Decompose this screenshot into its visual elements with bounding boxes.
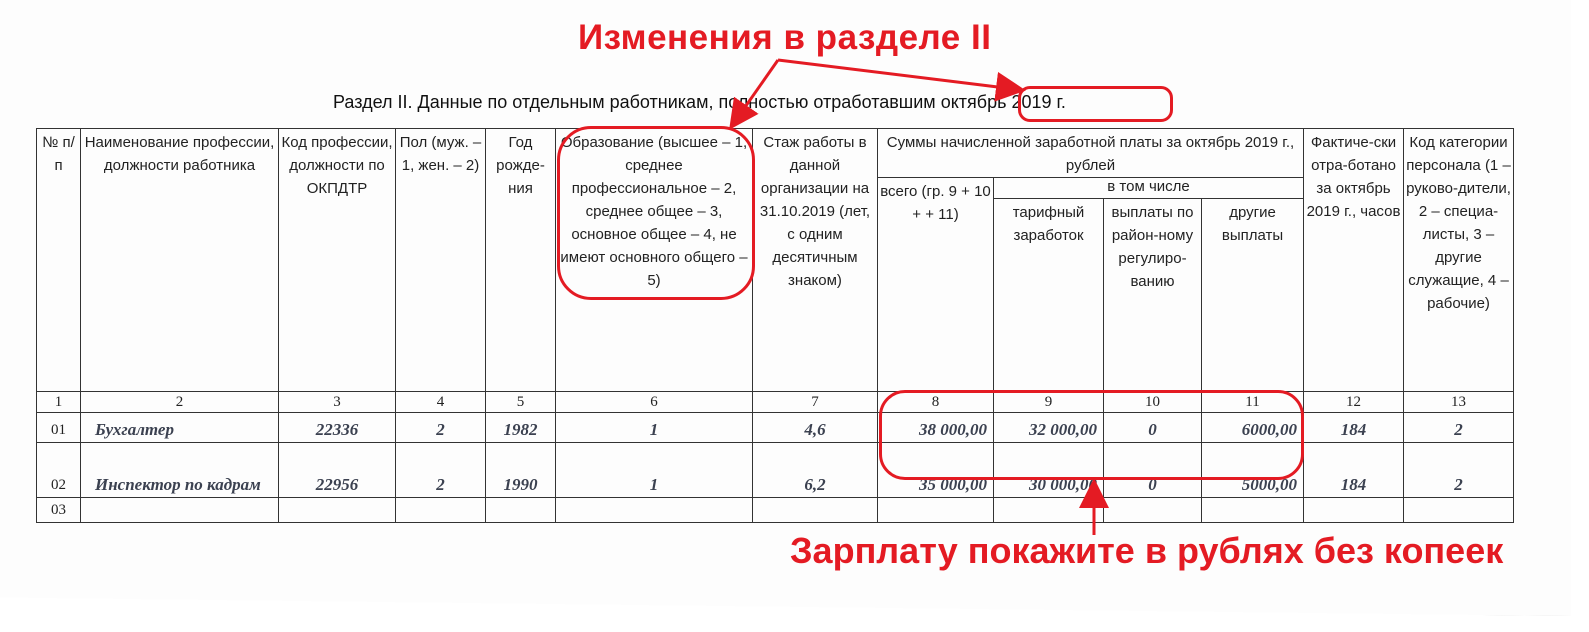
header-education: Образование (высшее – 1, среднее профессиональное – 2, среднее общее – 3, основное общее – 4, не имеют основного общего – 5) [556, 129, 753, 392]
row-position: Бухгалтер [81, 413, 279, 443]
column-number: 12 [1304, 392, 1404, 413]
column-number: 9 [994, 392, 1104, 413]
header-code: Код профессии, должности по ОКПДТР [279, 129, 396, 392]
header-tenure: Стаж работы в данной организации на 31.10.2019 (лет, с одним десятичным знаком) [753, 129, 878, 392]
section-title-text: Раздел II. Данные по отдельным работникам, полностью отработавшим [333, 92, 941, 112]
row-other: 5000,00 [1202, 443, 1304, 498]
column-number: 1 [37, 392, 81, 413]
row-category: 2 [1404, 413, 1514, 443]
arrow-to-education [736, 60, 778, 120]
row-no: 03 [37, 498, 81, 523]
row-sex: 2 [396, 413, 486, 443]
row-sex: 2 [396, 443, 486, 498]
header-no: № п/п [37, 129, 81, 392]
row-regional: 0 [1104, 443, 1202, 498]
header-year: Год рожде-ния [486, 129, 556, 392]
row-tenure: 4,6 [753, 413, 878, 443]
header-category: Код категории персонала (1 – руково-дители, 2 – специа-листы, 3 – другие служащие, 4 – рабочие) [1404, 129, 1514, 392]
row-hours: 184 [1304, 413, 1404, 443]
row-code: 22956 [279, 443, 396, 498]
row-hours: 184 [1304, 443, 1404, 498]
row-position: Инспектор по кадрам [81, 443, 279, 498]
row-year: 1990 [486, 443, 556, 498]
column-number: 8 [878, 392, 994, 413]
row-tenure: 6,2 [753, 443, 878, 498]
header-sums: Суммы начисленной заработной платы за октябрь 2019 г., рублей [878, 129, 1304, 178]
row-year: 1982 [486, 413, 556, 443]
section-title-period: октябрь 2019 г. [940, 92, 1066, 112]
row-total: 38 000,00 [878, 413, 994, 443]
column-number: 10 [1104, 392, 1202, 413]
row-education: 1 [556, 413, 753, 443]
column-number: 13 [1404, 392, 1514, 413]
column-number: 7 [753, 392, 878, 413]
row-no: 01 [37, 413, 81, 443]
column-number: 4 [396, 392, 486, 413]
annotation-footer: Зарплату покажите в рублях без копеек [790, 530, 1504, 571]
header-total: всего (гр. 9 + 10 + + 11) [878, 178, 994, 392]
annotation-heading: Изменения в разделе II [578, 18, 992, 57]
row-other: 6000,00 [1202, 413, 1304, 443]
column-number: 5 [486, 392, 556, 413]
row-tariff: 30 000,00 [994, 443, 1104, 498]
row-code: 22336 [279, 413, 396, 443]
column-number: 11 [1202, 392, 1304, 413]
column-number: 3 [279, 392, 396, 413]
header-regional: выплаты по район-ному регулиро-ванию [1104, 199, 1202, 392]
header-including: в том числе [994, 178, 1304, 199]
header-other: другие выплаты [1202, 199, 1304, 392]
arrow-to-period [778, 60, 1014, 89]
row-tariff: 32 000,00 [994, 413, 1104, 443]
column-number: 6 [556, 392, 753, 413]
header-sex: Пол (муж. – 1, жен. – 2) [396, 129, 486, 392]
header-tariff: тарифный заработок [994, 199, 1104, 392]
header-name: Наименование профессии, должности работника [81, 129, 279, 392]
row-category: 2 [1404, 443, 1514, 498]
row-total: 35 000,00 [878, 443, 994, 498]
column-number: 2 [81, 392, 279, 413]
row-regional: 0 [1104, 413, 1202, 443]
row-no: 02 [37, 443, 81, 498]
header-hours: Фактиче-ски отра-ботано за октябрь 2019 г., часов [1304, 129, 1404, 392]
row-education: 1 [556, 443, 753, 498]
